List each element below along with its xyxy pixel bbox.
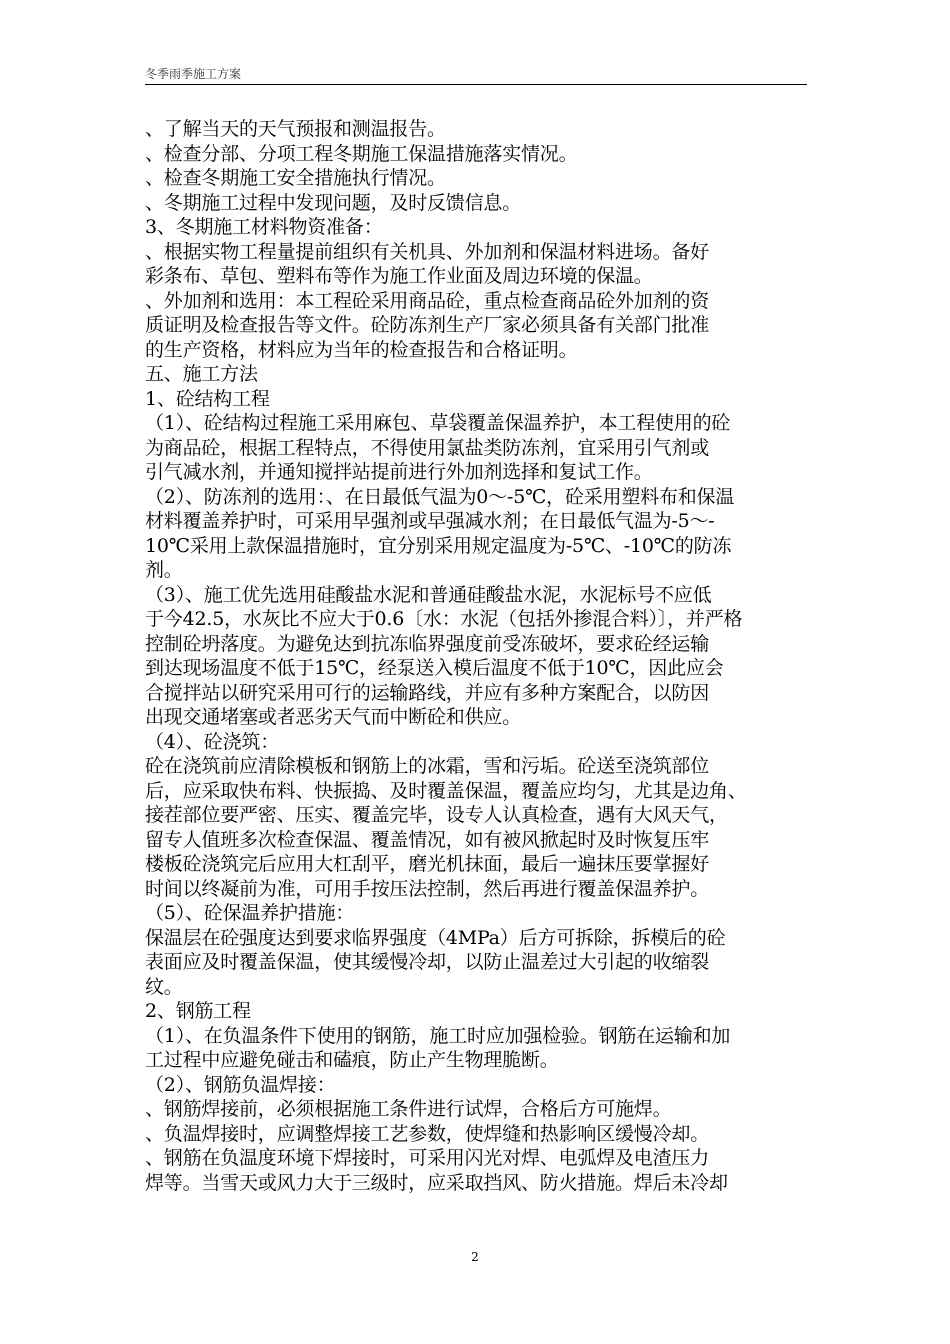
text-line: 10℃采用上款保温措施时，宜分别采用规定温度为-5℃、-10℃的防冻 [145,534,732,557]
text-line: 、了解当天的天气预报和测温报告。 [145,118,446,140]
text-line: 、检查分部、分项工程冬期施工保温措施落实情况。 [145,142,578,165]
text-line: 彩条布、草包、塑料布等作为施工作业面及周边环境的保温。 [145,265,653,287]
text-line: 工过程中应避免碰击和磕痕，防止产生物理脆断。 [145,1049,559,1071]
text-line: 、检查冬期施工安全措施执行情况。 [145,167,446,189]
section-heading: 3、冬期施工材料物资准备： [145,216,383,238]
document-body [145,117,810,1195]
text-line: 、钢筋焊接前，必须根据施工条件进行试焊，合格后方可施焊。 [145,1098,672,1120]
section-heading: 1、砼结构工程 [145,387,270,410]
text-line: 、外加剂和选用：本工程砼采用商品砼，重点检查商品砼外加剂的资 [145,289,710,312]
text-line: 出现交通堵塞或者恶劣天气而中断砼和供应。 [145,706,522,728]
text-line: 于今42.5，水灰比不应大于0.6〔水：水泥（包括外掺混合料）〕，并严格 [145,608,743,630]
text-line: 控制砼坍落度。为避免达到抗冻临界强度前受冻破坏，要求砼经运输 [145,632,710,655]
section-heading: 五、施工方法 [145,363,258,385]
section-heading: （2）、钢筋负温焊接： [145,1073,336,1096]
text-line: 质证明及检查报告等文件。砼防冻剂生产厂家必须具备有关部门批准 [145,314,710,336]
section-heading: （4）、砼浇筑： [145,730,279,753]
text-line: （2）、防冻剂的选用：、在日最低气温为0～-5℃，砼采用塑料布和保温 [145,485,735,508]
text-line: 焊等。当雪天或风力大于三级时，应采取挡风、防火措施。焊后未冷却 [145,1171,728,1194]
text-line: 接茬部位要严密、压实、覆盖完毕，设专人认真检查，遇有大风天气， [145,804,728,826]
page-number: 2 [471,1250,479,1264]
section-heading: 2、钢筋工程 [145,1000,251,1022]
text-line: 留专人值班多次检查保温、覆盖情况，如有被风掀起时及时恢复压牢 [145,828,710,851]
text-line: 砼在浇筑前应清除模板和钢筋上的冰霜，雪和污垢。砼送至浇筑部位 [145,755,710,777]
text-line: 剂。 [145,559,183,581]
text-line: （1）、砼结构过程施工采用麻包、草袋覆盖保温养护，本工程使用的砼 [145,412,731,434]
text-line: 材料覆盖养护时，可采用早强剂或早强减水剂；在日最低气温为-5～- [145,510,715,532]
header-title: 冬季雨季施工方案 [145,67,242,81]
text-line: （1）、在负温条件下使用的钢筋，施工时应加强检验。钢筋在运输和加 [145,1024,731,1047]
text-line: 时间以终凝前为准，可用手按压法控制，然后再进行覆盖保温养护。 [145,877,710,900]
text-line: 、钢筋在负温度环境下焊接时，可采用闪光对焊、电弧焊及电渣压力 [145,1147,710,1169]
text-line: 引气减水剂，并通知搅拌站提前进行外加剂选择和复试工作。 [145,461,653,483]
text-line: 合搅拌站以研究采用可行的运输路线，并应有多种方案配合，以防因 [145,681,710,704]
text-line: 到达现场温度不低于15℃，经泵送入模后温度不低于10℃，因此应会 [145,657,724,679]
text-line: 后，应采取快布料、快振捣、及时覆盖保温，覆盖应均匀，尤其是边角、 [145,779,747,802]
text-line: 、负温焊接时，应调整焊接工艺参数，使焊缝和热影响区缓慢冷却。 [145,1122,710,1145]
text-line: 、根据实物工程量提前组织有关机具、外加剂和保温材料进场。备好 [145,240,710,263]
page-header [145,66,807,85]
text-line: 表面应及时覆盖保温，使其缓慢冷却，以防止温差过大引起的收缩裂 [145,951,710,973]
text-line: 楼板砼浇筑完后应用大杠刮平，磨光机抹面，最后一遍抹压要掌握好 [145,853,710,875]
text-line: 的生产资格，材料应为当年的检查报告和合格证明。 [145,338,578,361]
text-line: 为商品砼，根据工程特点，不得使用氯盐类防冻剂，宜采用引气剂或 [145,436,710,459]
text-line: 、冬期施工过程中发现问题，及时反馈信息。 [145,191,522,214]
text-line: （3）、施工优先选用硅酸盐水泥和普通硅酸盐水泥，水泥标号不应低 [145,583,712,606]
text-line: 纹。 [145,975,183,998]
text-line: 保温层在砼强度达到要求临界强度（4MPa）后方可拆除，拆模后的砼 [145,926,726,949]
section-heading: （5）、砼保温养护措施： [145,902,355,924]
